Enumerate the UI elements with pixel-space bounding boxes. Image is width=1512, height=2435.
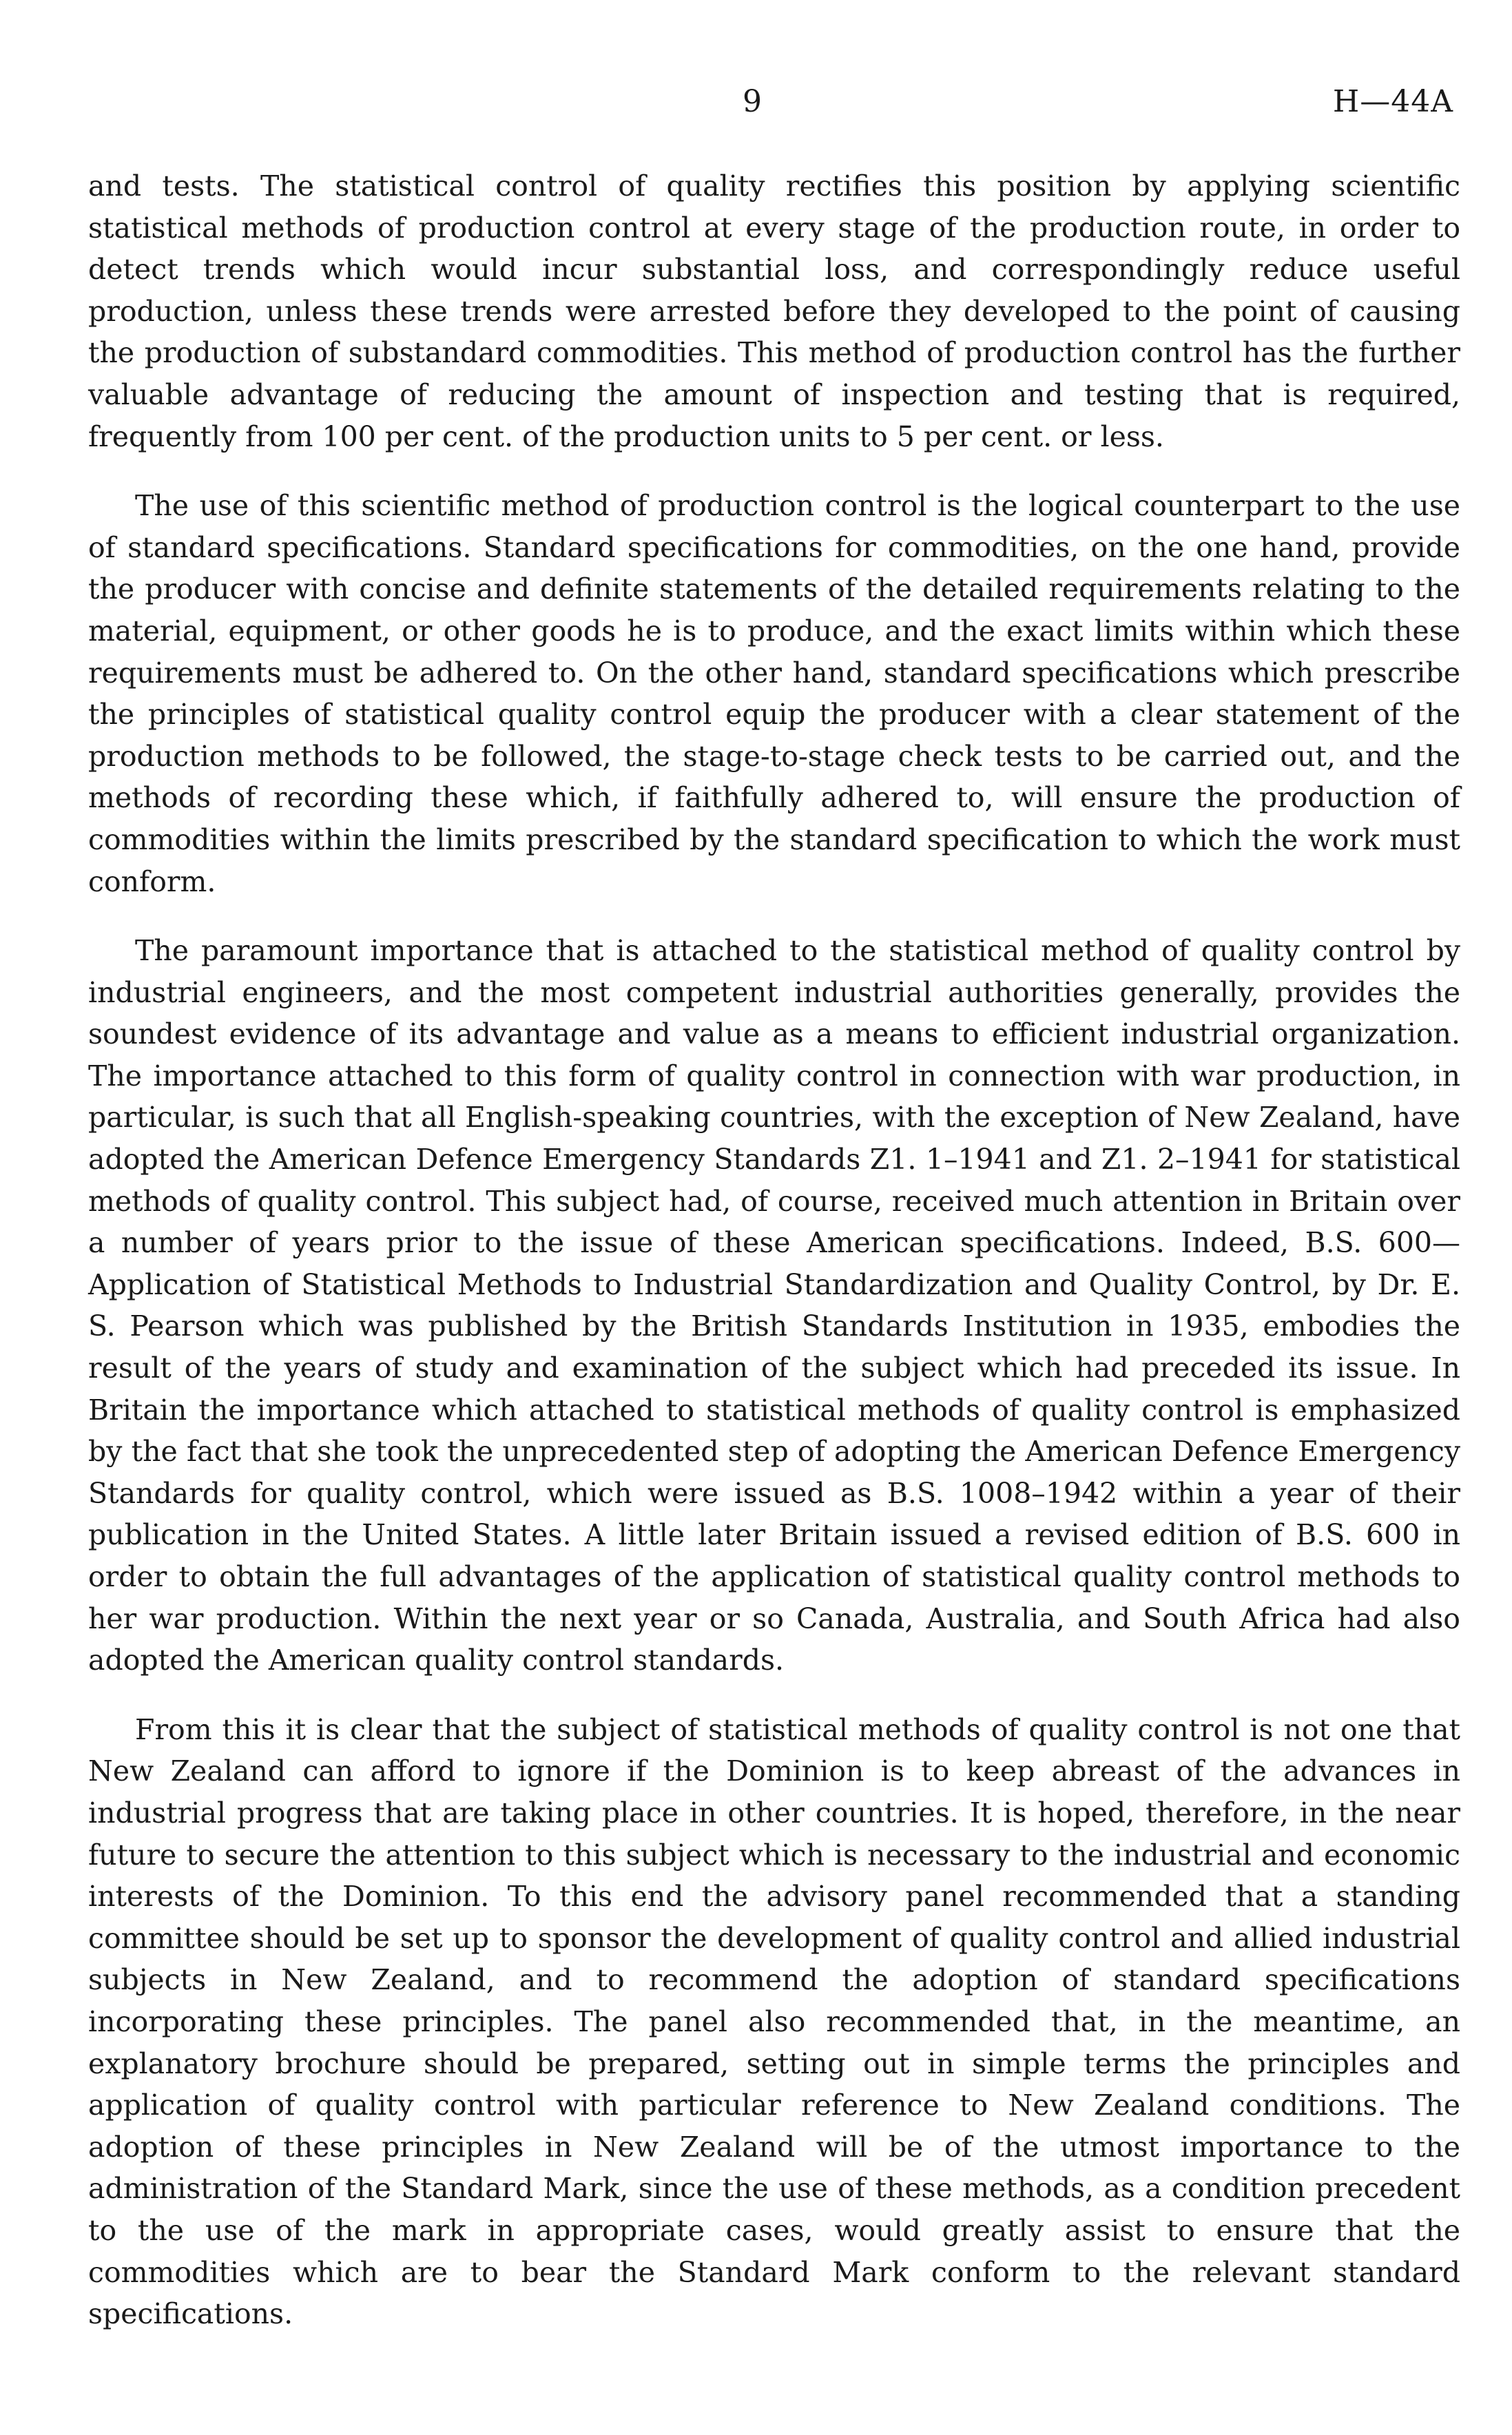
document-reference: H—44A [1332,84,1453,119]
page-header [0,81,1512,129]
paragraph-new-zealand: From this it is clear that the subject of statistical methods of quality control is not one that New Zealand can afford to ignore if the Dominion is to keep abreast of the advances in industrial progress that are taking place in other countries. It is hoped, therefore, in the near future to secure the attention to this subject which is necessary to the industrial and economic interests of the Dominion. To this end the advisory panel recommended that a standing committee should be set up to sponsor the development of quality control and allied industrial subjects in New Zealand, and to recommend the adoption of standard specifications incorporating these principles. The panel also recommended that, in the meantime, an explanatory brochure should be prepared, setting out in simple terms the principles and application of quality control with particular reference to New Zealand conditions. The adoption of these principles in New Zealand will be of the utmost importance to the administration of the Standard Mark, since the use of these methods, as a condition precedent to the use of the mark in appropriate cases, would greatly assist to ensure that the commodities which are to bear the Standard Mark conform to the relevant standard specifications. [88,1712,1460,2331]
paragraph-scientific-method: The use of this scientific method of production control is the logical counterpart to the use of standard specifications. Standard specifications for commodities, on the one hand, provide the producer with concise and definite statements of the detailed requirements relating to the material, equipment, or other goods he is to produce, and the exact limits within which these requirements must be adhered to. On the other hand, standard specifications which prescribe the principles of statistical quality control equip the producer with a clear statement of the production methods to be followed, the stage-to-stage check tests to be carried out, and the methods of recording these which, if faithfully adhered to, will ensure the production of commodities within the limits prescribed by the standard specification to which the work must conform. [88,489,1460,898]
page-number: 9 [743,84,762,119]
document-body [88,165,1460,2363]
paragraph-paramount-importance: The paramount importance that is attached to the statistical method of quality control by industrial engineers, and the most competent industrial authorities generally, provides the soundest evidence of its advantage and value as a means to efficient industrial organization. The importance attached to this form of quality control in connection with war production, in particular, is such that all English-speaking countries, with the exception of New Zealand, have adopted the American Defence Emergency Standards Z1. 1–1941 and Z1. 2–1941 for statistical methods of quality control. This subject had, of course, received much attention in Britain over a number of years prior to the issue of these American specifications. Indeed, B.S. 600—Application of Statistical Methods to Industrial Standardization and Quality Control, by Dr. E. S. Pearson which was published by the British Standards Institution in 1935, embodies the result of the years of study and examination of the subject which had preceded its issue. In Britain the importance which attached to statistical methods of quality control is emphasized by the fact that she took the unprecedented step of adopting the American Defence Emergency Standards for quality control, which were issued as B.S. 1008–1942 within a year of their publication in the United States. A little later Britain issued a revised edition of B.S. 600 in order to obtain the full advantages of the application of statistical quality control methods to her war production. Within the next year or so Canada, Australia, and South Africa had also adopted the American quality control standards. [88,934,1460,1677]
paragraph-continuation: and tests. The statistical control of quality rectifies this position by applying scientific statistical methods of production control at every stage of the production route, in order to detect trends which would incur substantial loss, and correspondingly reduce useful production, unless these trends were arrested before they developed to the point of causing the production of substandard commodities. This method of production control has the further valuable advantage of reducing the amount of inspection and testing that is required, frequently from 100 per cent. of the production units to 5 per cent. or less. [88,169,1460,453]
